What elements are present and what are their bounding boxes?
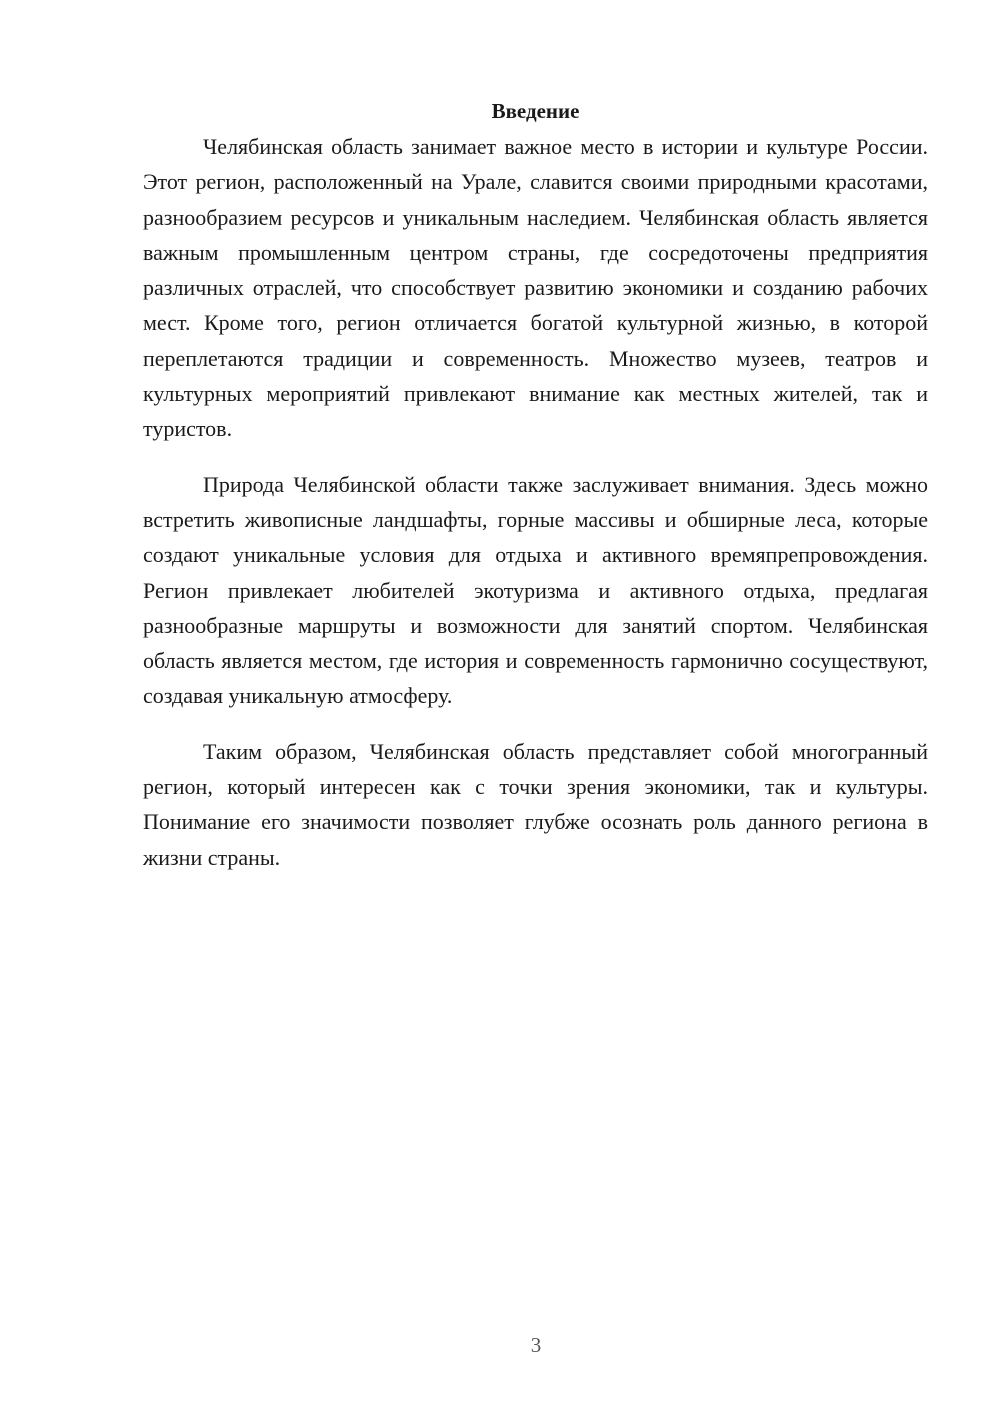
paragraph-1: Челябинская область занимает важное место в истории и культуре России. Этот регион, расположенный на Урале, славится своими природными красотами, разнообразием ресурсов и уникальным наследием. Челябинская область является важным промышленным центром страны, где сосредоточены предприятия различных отраслей, что способствует развитию экономики и созданию рабочих мест. Кроме того, регион отличается богатой культурной жизнью, в которой переплетаются традиции и современность. Множество музеев, театров и культурных мероприятий привлекают внимание как местных жителей, так и туристов. — [143, 134, 928, 442]
section-heading: Введение — [491, 99, 580, 123]
paragraph-2: Природа Челябинской области также заслуживает внимания. Здесь можно встретить живописные ландшафты, горные массивы и обширные леса, которые создают уникальные условия для отдыха и активного времяпрепровождения. Регион привлекает любителей экотуризма и активного отдыха, предлагая разнообразные маршруты и возможности для занятий спортом. Челябинская область является местом, где история и современность гармонично сосуществуют, создавая уникальную атмосферу. — [143, 471, 928, 709]
page-number: 3 — [530, 1333, 542, 1357]
page-content — [143, 96, 928, 875]
paragraph-3: Таким образом, Челябинская область представляет собой многогранный регион, который интересен как с точки зрения экономики, так и культуры. Понимание его значимости позволяет глубже осознать роль данного региона в жизни страны. — [143, 738, 928, 870]
